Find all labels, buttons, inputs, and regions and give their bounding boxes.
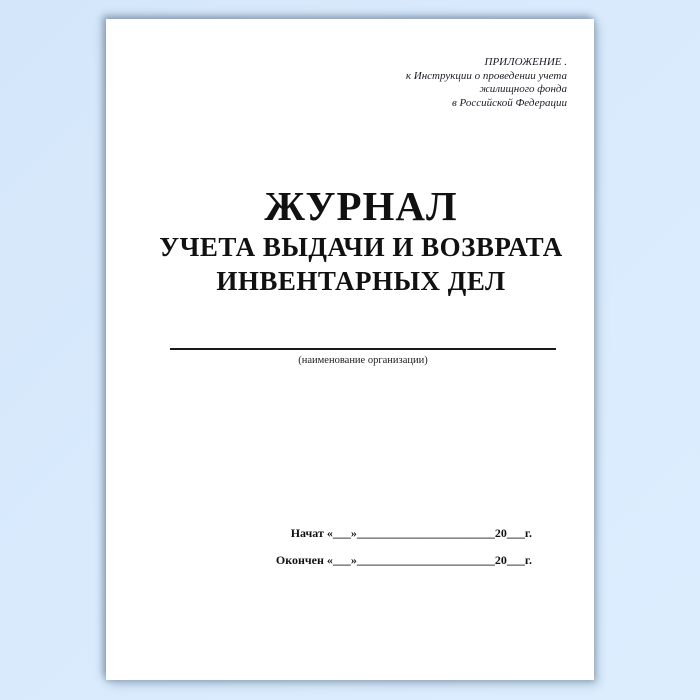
journal-title-subtitle-line1: УЧЕТА ВЫДАЧИ И ВОЗВРАТА (159, 232, 563, 262)
appendix-line: жилищного фонда (479, 83, 567, 95)
date-finished-line: Окончен «___»_______________________20___г. (275, 553, 532, 567)
journal-cover-page (106, 19, 594, 680)
appendix-note (406, 56, 567, 110)
date-started-line: Начат «___»_______________________20___г. (290, 526, 532, 540)
journal-dates (276, 526, 532, 567)
journal-title (128, 183, 594, 297)
organization-name-field (170, 348, 556, 368)
appendix-line: в Российской Федерации (451, 96, 567, 109)
journal-title-main: ЖУРНАЛ (264, 183, 458, 229)
organization-name-caption: (наименование организации) (298, 355, 428, 366)
appendix-line: к Инструкции о проведении учета (405, 69, 567, 82)
journal-title-subtitle-line2: ИНВЕНТАРНЫХ ДЕЛ (216, 266, 506, 296)
appendix-line: ПРИЛОЖЕНИЕ . (484, 56, 567, 68)
